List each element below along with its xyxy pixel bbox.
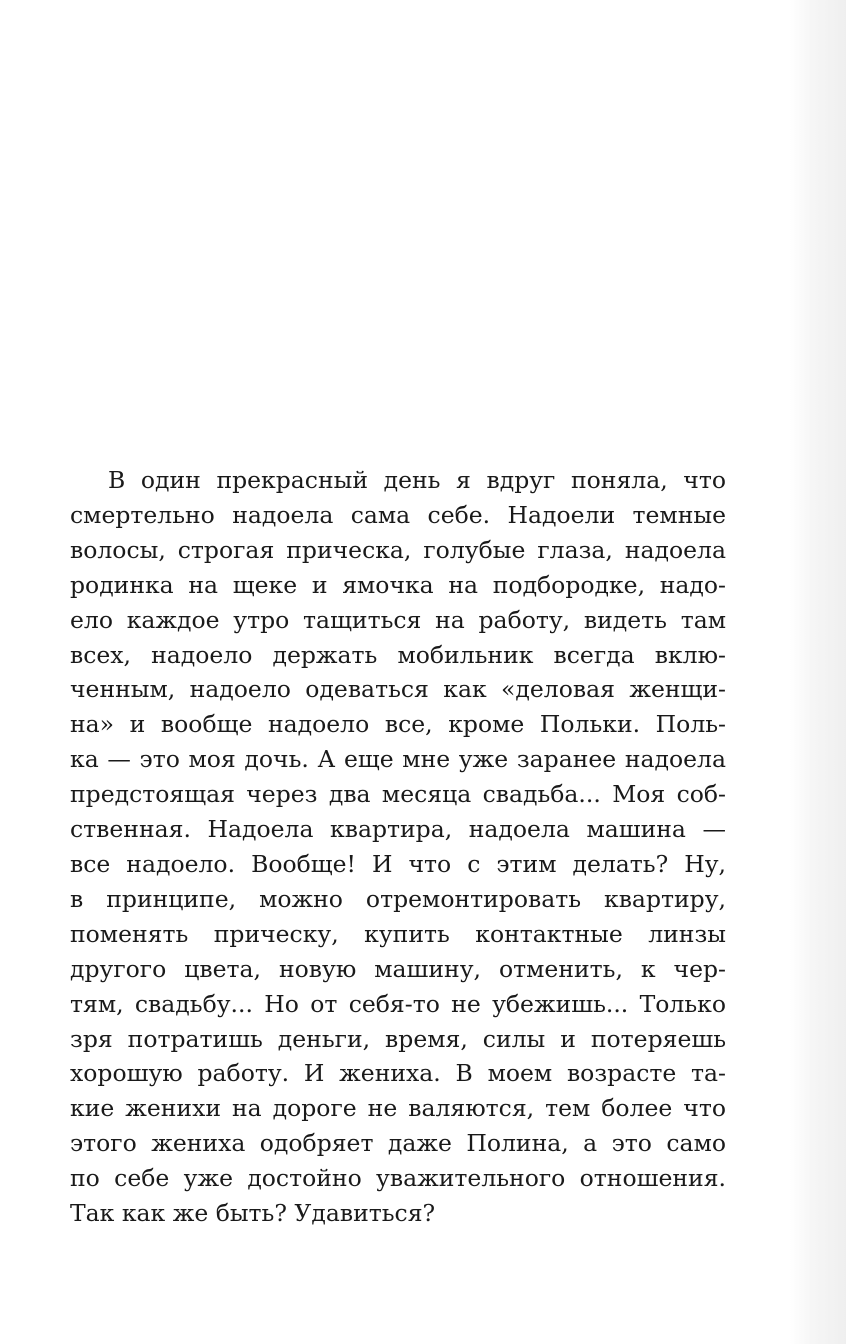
paragraph-line: кие женихи на дороге не валяются, тем более что	[70, 1094, 726, 1123]
paragraph-line: по себе уже достойно уважительного отношения.	[70, 1164, 726, 1193]
paragraph-line: все надоело. Вообще! И что с этим делать? Ну,	[70, 849, 726, 878]
paragraph-line: Так как же быть? Удавиться?	[70, 1199, 436, 1228]
paragraph-line: родинка на щеке и ямочка на подбородке, надо-	[70, 570, 726, 599]
paragraph-line: ченным, надоело одеваться как «деловая женщи-	[70, 675, 726, 704]
paragraph-line: ело каждое утро тащиться на работу, видеть там	[70, 605, 726, 634]
paragraph-line: ственная. Надоела квартира, надоела машина —	[70, 815, 726, 844]
paragraph-line: хорошую работу. И жениха. В моем возрасте та-	[70, 1059, 726, 1088]
paragraph-line: зря потратишь деньги, время, силы и потеряешь	[70, 1024, 726, 1053]
paragraph-line: на» и вообще надоело все, кроме Польки. Поль-	[70, 710, 726, 739]
paragraph-line: В один прекрасный день я вдруг поняла, что	[108, 466, 726, 494]
paragraph-line: тям, свадьбу... Но от себя-то не убежишь... Только	[70, 989, 726, 1018]
paragraph-line: ка — это моя дочь. А еще мне уже заранее надоела	[70, 745, 726, 774]
paragraph-line: волосы, строгая прическа, голубые глаза, надоела	[70, 535, 726, 564]
paragraph-line: этого жениха одобряет даже Полина, а это само	[70, 1129, 726, 1158]
paragraph-line: поменять прическу, купить контактные линзы	[70, 919, 726, 948]
paragraph-line: предстоящая через два месяца свадьба... Моя соб-	[70, 780, 726, 809]
paragraph-line: другого цвета, новую машину, отменить, к чер-	[70, 954, 726, 983]
paragraph-line: смертельно надоела сама себе. Надоели темные	[70, 500, 726, 529]
body-paragraph	[70, 463, 726, 1231]
paragraph-line: в принципе, можно отремонтировать квартиру,	[70, 884, 726, 913]
paragraph-line: всех, надоело держать мобильник всегда вклю-	[70, 640, 726, 669]
